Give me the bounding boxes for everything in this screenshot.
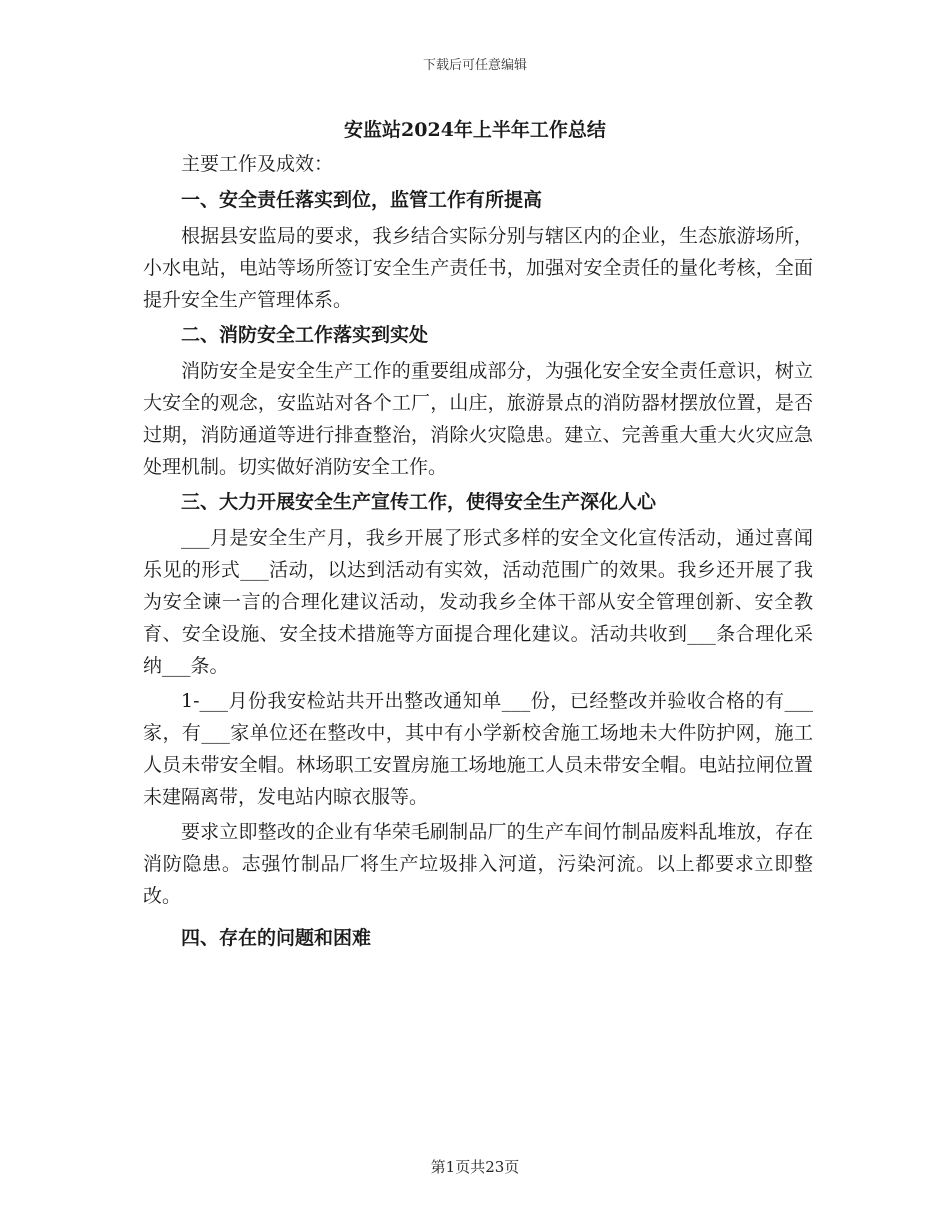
section-paragraph-3b: 1-___月份我安检站共开出整改通知单___份，已经整改并验收合格的有___家，有___家单位还在整改中，其中有小学新校舍施工场地未大件防护网，施工人员未带安全帽。林场职工安置房施工场地施工人员未带安全帽。电站拉闸位置未建隔离带，发电站内晾衣服等。 bbox=[143, 690, 813, 808]
section-paragraph-3c: 要求立即整改的企业有华荣毛刷制品厂的生产车间竹制品废料乱堆放，存在消防隐患。志强竹制品厂将生产垃圾排入河道，污染河流。以上都要求立即整改。 bbox=[143, 821, 813, 907]
document-title: 安监站2024年上半年工作总结 bbox=[344, 119, 606, 141]
header-note: 下载后可任意编辑 bbox=[422, 58, 527, 73]
section-heading-4: 四、存在的问题和困难 bbox=[181, 927, 372, 949]
section-paragraph-3a: ___月是安全生产月，我乡开展了形式多样的安全文化宣传活动，通过喜闻乐见的形式___活动，以达到活动有实效，活动范围广的效果。我乡还开展了我为安全谏一言的合理化建议活动，发动我乡全体干部从安全管理创新、安全教育、安全设施、安全技术措施等方面提合理化建议。活动共收到___条合理化采纳___条。 bbox=[143, 527, 813, 677]
section-heading-3: 三、大力开展安全生产宣传工作，使得安全生产深化人心 bbox=[181, 491, 657, 513]
intro-line: 主要工作及成效： bbox=[181, 153, 334, 175]
section-paragraph-1: 根据县安监局的要求，我乡结合实际分别与辖区内的企业，生态旅游场所，小水电站，电站等场所签订安全生产责任书，加强对安全责任的量化考核，全面提升安全生产管理体系。 bbox=[143, 225, 813, 311]
section-heading-2: 二、消防安全工作落实到实处 bbox=[181, 324, 429, 346]
page-footer: 第1页共23页 bbox=[430, 1158, 520, 1176]
document-body bbox=[143, 148, 813, 958]
section-heading-1: 一、安全责任落实到位，监管工作有所提高 bbox=[181, 189, 543, 211]
section-paragraph-2: 消防安全是安全生产工作的重要组成部分，为强化安全安全责任意识，树立大安全的观念，安监站对各个工厂，山庄，旅游景点的消防器材摆放位置，是否过期，消防通道等进行排查整治，消除火灾隐患。建立、完善重大重大火灾应急处理机制。切实做好消防安全工作。 bbox=[143, 360, 813, 478]
